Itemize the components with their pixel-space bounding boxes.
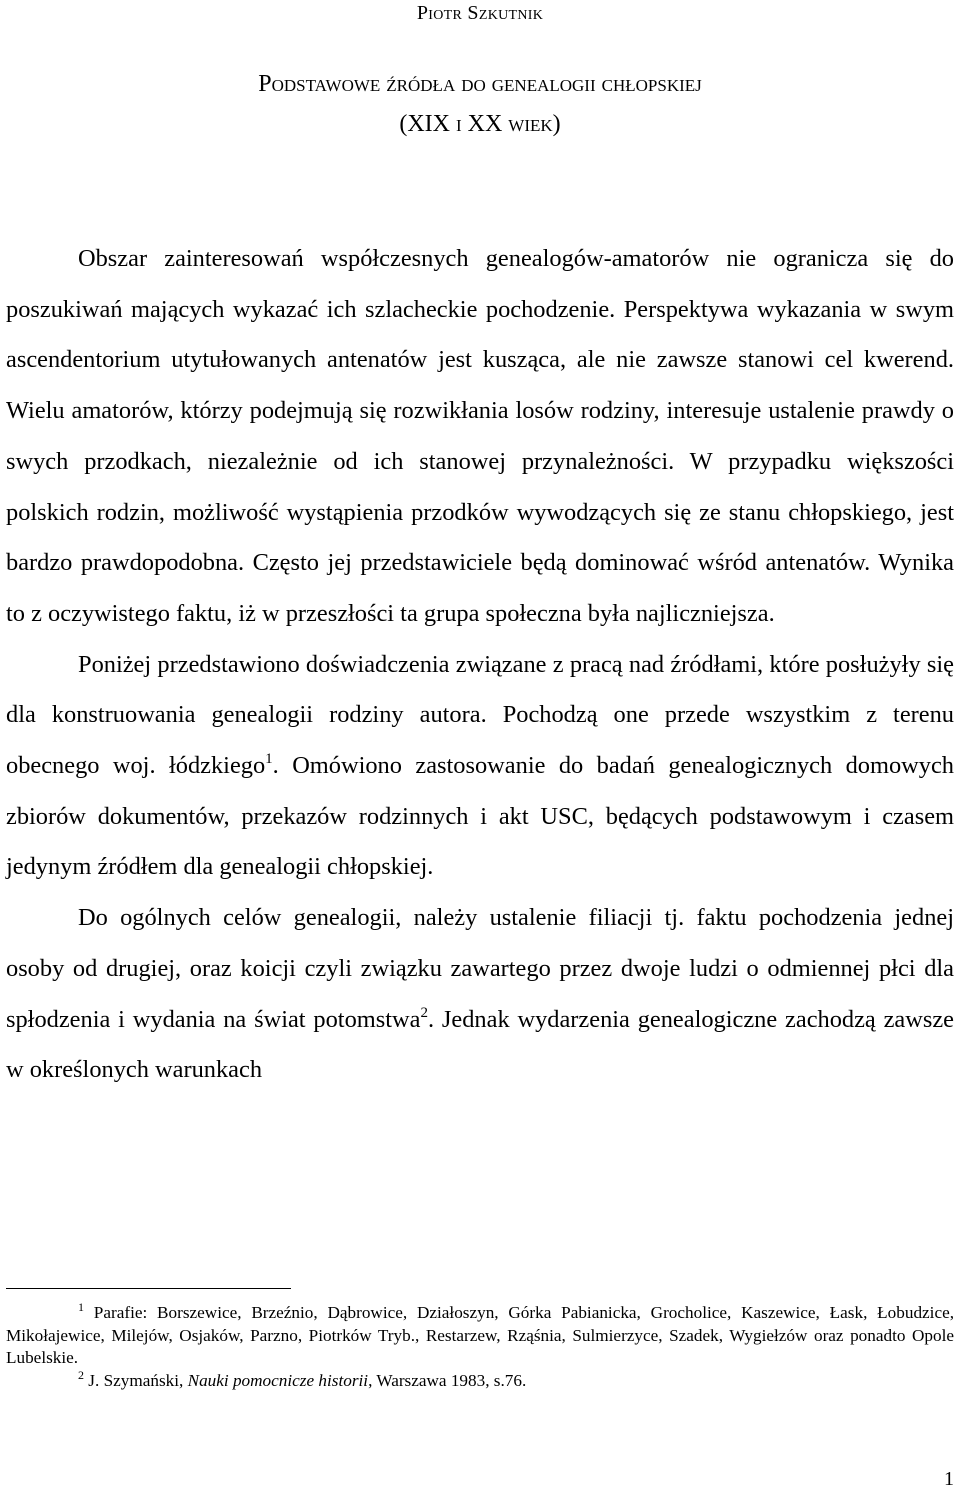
- footnote-2-author: J. Szymański,: [84, 1370, 188, 1390]
- footnote-1: [6, 1302, 954, 1370]
- paragraph-3-text-b: . Jednak wydarzenia genealogiczne zachodzą zawsze w określonych warunkach: [6, 1005, 955, 1084]
- footnotes: [6, 1302, 954, 1392]
- body-text: [6, 234, 954, 1096]
- document-title: [6, 64, 954, 144]
- footnote-2: [6, 1367, 954, 1393]
- paragraph-1: [6, 234, 954, 640]
- paragraph-3: [6, 893, 954, 1096]
- footnote-2-book-title: Nauki pomocnicze historii: [187, 1370, 369, 1390]
- footnote-2-publication: , Warszawa 1983, s.76.: [368, 1370, 527, 1390]
- paragraph-2-text-a: Poniżej przedstawiono doświadczenia związane z pracą nad źródłami, które posłużyły się dla konstruowania genealogii rodziny autora. Pochodzą one przede wszystkim z terenu obecnego woj. łódzkiego: [6, 650, 954, 780]
- paragraph-1-text: Obszar zainteresowań współczesnych genealogów-amatorów nie ogranicza się do poszukiwań mających wykazać ich szlacheckie pochodzenie. Perspektywa wykazania w swym ascendentorium utytułowanych antenatów jest kusząca, ale nie zawsze stanowi cel kwerend. Wielu amatorów, którzy podejmują się rozwikłania losów rodziny, interesuje ustalenie prawdy o swych przodkach, niezależnie od ich stanowej przynależności. W przypadku większości polskich rodzin, możliwość wystąpienia przodków wywodzących się ze stanu chłopskiego, jest bardzo prawdopodobna. Często jej przedstawiciele będą dominować wśród antenatów. Wynika to z oczywistego faktu, iż w przeszłości ta grupa społeczna była najliczniejsza.: [6, 245, 954, 627]
- author-name: Piotr Szkutnik: [416, 2, 544, 24]
- paragraph-3-text-a: Do ogólnych celów genealogii, należy ustalenie filiacji tj. faktu pochodzenia jednej osoby od drugiej, oraz koicji czyli związku zawartego przez dwoje ludzi o odmiennej płci dla spłodzenia i wydania na świat potomstwa: [6, 904, 954, 1033]
- document-page: [6, 0, 954, 1501]
- page-number: 1: [944, 1468, 954, 1490]
- paragraph-2-text-b: . Omówiono zastosowanie do badań genealogicznych domowych zbiorów dokumentów, przekazów rodzinnych i akt USC, będących podstawowym i czasem jedynym źródłem dla genealogii chłopskiej.: [6, 752, 955, 881]
- footnote-1-text: Parafie: Borszewice, Brzeźnio, Dąbrowice, Działoszyn, Górka Pabianicka, Grocholice, Kaszewice, Łask, Łobudzice, Mikołajewice, Milejów, Osjaków, Parzno, Piotrków Tryb., Restarzew, Rząśnia, Sulmierzyce, Szadek, Wygiełzów oraz ponadto Opole Lubelskie.: [6, 1303, 954, 1367]
- footnote-separator: [6, 1288, 291, 1289]
- footnote-1-number: 1: [78, 1300, 84, 1314]
- footnote-ref-2[interactable]: 2: [420, 1004, 428, 1021]
- footnote-ref-1[interactable]: 1: [265, 751, 273, 768]
- title-line-1: Podstawowe źródła do genealogii chłopskiej: [258, 71, 702, 97]
- footnote-2-number: 2: [78, 1367, 84, 1382]
- paragraph-2: [6, 640, 954, 894]
- title-line-2: (XIX i XX wiek): [399, 111, 561, 137]
